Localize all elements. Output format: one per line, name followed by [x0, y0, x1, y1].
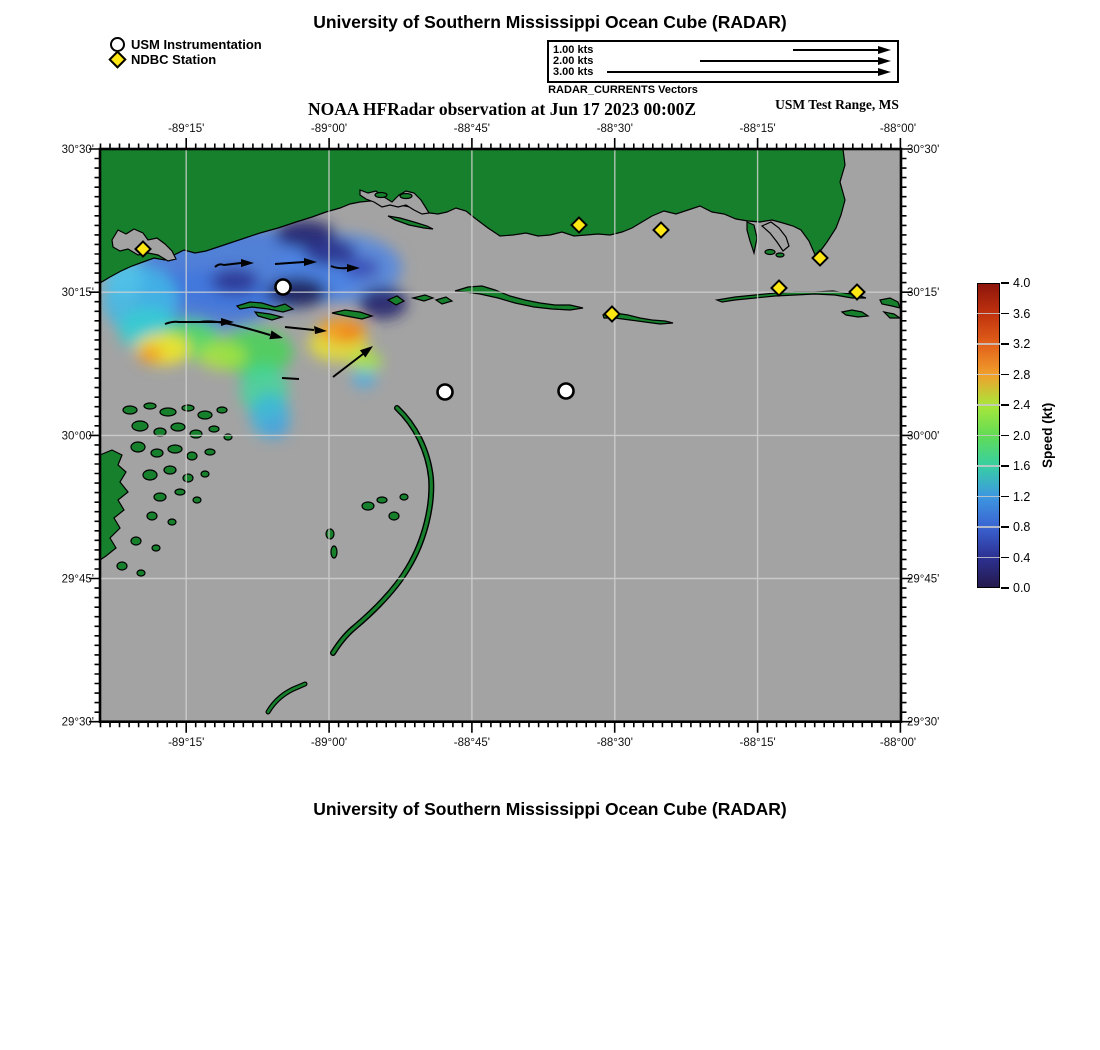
- colorbar-tick: [1001, 465, 1009, 467]
- range-label: USM Test Range, MS: [775, 97, 899, 112]
- islet: [765, 250, 775, 255]
- colorbar-gridline: [977, 496, 1000, 498]
- colorbar-gridline: [977, 404, 1000, 406]
- lon-label-bottom: -88°45': [453, 737, 491, 749]
- bay-islet: [400, 194, 412, 199]
- colorbar-tick: [1001, 557, 1009, 559]
- observation-subtitle: NOAA HFRadar observation at Jun 17 2023 00:00Z: [307, 99, 697, 119]
- colorbar-tick-label: 1.2: [1013, 489, 1031, 504]
- colorbar-tick: [1001, 343, 1009, 345]
- colorbar-gridline: [977, 557, 1000, 559]
- colorbar-tick: [1001, 374, 1009, 376]
- colorbar-tick: [1001, 282, 1009, 284]
- colorbar-tick: [1001, 435, 1009, 437]
- lat-label-left: 29°30': [61, 716, 94, 729]
- page-title: University of Southern Mississippi Ocean Cube (RADAR): [313, 12, 787, 32]
- colorbar-tick-label: 3.2: [1013, 337, 1031, 351]
- usm-instrument-marker: [438, 385, 453, 400]
- colorbar-gridline: [977, 374, 1000, 376]
- vector-scale-label-1: 1.00 kts: [553, 44, 594, 56]
- islet: [362, 502, 374, 510]
- lon-label-top: -89°15': [168, 123, 205, 135]
- lat-label-right: 29°45': [907, 573, 940, 586]
- lon-label-bottom: -89°00': [310, 737, 348, 749]
- legend-ndbc-label: NDBC Station: [131, 52, 217, 67]
- colorbar-tick: [1001, 526, 1009, 528]
- colorbar-gridline: [977, 526, 1000, 528]
- islet: [776, 253, 784, 257]
- lat-label-left: 30°15': [61, 287, 94, 300]
- colorbar-gridline: [977, 435, 1000, 437]
- colorbar-title: Speed (kt): [1040, 402, 1055, 468]
- colorbar-tick-label: 3.6: [1013, 306, 1031, 321]
- lon-label-top: -88°00': [879, 123, 917, 135]
- vector-scale-label-3: 3.00 kts: [553, 66, 594, 78]
- usm-instrument-marker: [559, 384, 574, 399]
- bay-islet: [375, 193, 387, 198]
- colorbar-tick-label: 2.0: [1013, 428, 1031, 443]
- lon-label-top: -89°00': [310, 123, 348, 135]
- colorbar-tick-label: 4.0: [1013, 276, 1031, 290]
- lon-label-bottom: -88°15': [739, 737, 776, 749]
- lat-label-left: 30°30': [61, 144, 94, 156]
- colorbar-tick: [1001, 404, 1009, 406]
- colorbar-tick-label: 2.4: [1013, 398, 1031, 412]
- colorbar-gridline: [977, 465, 1000, 467]
- lat-label-left: 29°45': [61, 573, 94, 586]
- islet: [389, 512, 399, 520]
- islet: [331, 546, 337, 558]
- lat-label-right: 29°30': [907, 716, 940, 729]
- lat-label-right: 30°00': [907, 430, 940, 443]
- islet: [400, 494, 408, 500]
- lon-label-top: -88°45': [453, 123, 491, 135]
- colorbar-gridline: [977, 343, 1000, 345]
- colorbar-gridline: [977, 313, 1000, 315]
- lon-label-bottom: -89°15': [168, 737, 205, 749]
- colorbar-tick-label: 1.6: [1013, 459, 1031, 473]
- colorbar-tick: [1001, 496, 1009, 498]
- bottom-title: University of Southern Mississippi Ocean Cube (RADAR): [313, 799, 787, 819]
- colorbar-tick-label: 0.0: [1013, 581, 1031, 595]
- colorbar-tick-label: 2.8: [1013, 367, 1031, 382]
- lon-label-bottom: -88°30': [596, 737, 633, 749]
- colorbar-tick-label: 0.4: [1013, 550, 1031, 565]
- colorbar-tick-label: 0.8: [1013, 520, 1031, 534]
- lon-label-top: -88°15': [739, 123, 776, 135]
- legend-usm-label: USM Instrumentation: [131, 37, 262, 52]
- islet: [326, 529, 334, 539]
- islet: [377, 497, 387, 503]
- lon-label-bottom: -88°00': [879, 737, 917, 749]
- lat-label-right: 30°30': [907, 144, 940, 156]
- usm-instrument-marker: [276, 280, 291, 295]
- lat-label-left: 30°00': [61, 430, 94, 443]
- vector-scale-label-2: 2.00 kts: [553, 55, 594, 67]
- lat-label-right: 30°15': [907, 287, 940, 300]
- vector-scale-caption: RADAR_CURRENTS Vectors: [548, 84, 698, 96]
- colorbar-tick: [1001, 587, 1009, 589]
- lon-label-top: -88°30': [596, 123, 633, 135]
- colorbar-tick: [1001, 313, 1009, 315]
